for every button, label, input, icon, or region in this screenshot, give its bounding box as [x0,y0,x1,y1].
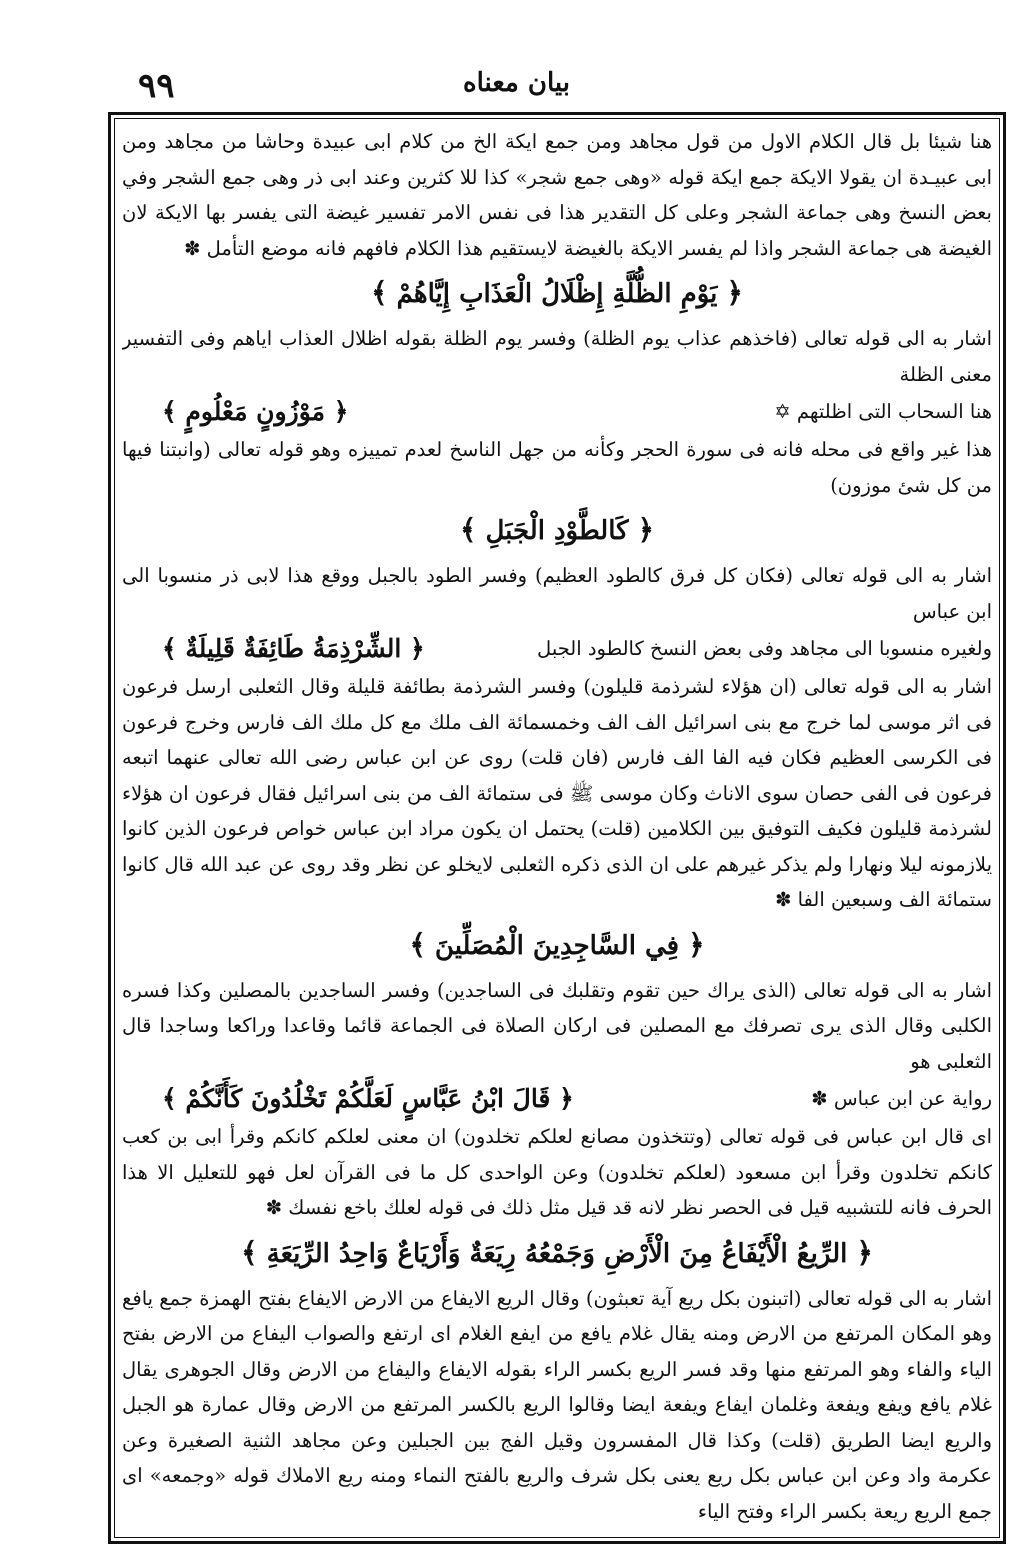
paragraph-4-tail: ولغيره منسوبا الى مجاهد وفى بعض النسخ كالطود الجبل [537,637,992,660]
paragraph-1: هنا شيئا بل قال الكلام الاول من قول مجاهد ومن جمع ايكة الخ من كلام ابى عبيدة وحاشا من مجاهد ومن ابى عبيـدة ان يقولا الايكة جمع ايكة قوله «وهى جمع شجر» كذا للا كثرين وعند ابى ذر وهى جمع الشجر وفي بعض النسخ وهى جماعة الشجر وعلى كل التقدير هذا فى نفس الامر تفسير غيضة التى يفسر بها الايكة لان الغيضة هى جماعة الشجر واذا لم يفسر الايكة بالغيضة لايستقيم هذا الكلام فافهم فانه موضع التأمل ✽ [122,130,992,260]
paragraph-7: اى قال ابن عباس فى قوله تعالى (وتتخذون مصانع لعلكم تخلدون) ان معنى لعلكم كانكم وقرأ ابى بن كعب كانكم تخلدون وقرأ ابن مسعود (لعلكم تخلدون) وعن الواحدى كل ما فى القرآن لعل فهو للتعليل الا هذا الحرف فانه للتشبيه قيل فى الحصر نظر لانه قد قيل مثل ذلك فى قوله لعلك باخع نفسك ✽ [122,1125,992,1219]
paragraph-4: اشار به الى قوله تعالى (فكان كل فرق كالطود العظيم) وفسر الطود بالجبل ووقع هذا لابى ذر منسوبا الى ابن عباس [122,564,992,623]
paragraph-2-tail: هنا السحاب التى اظلتهم ✡ [774,400,992,423]
heading-text: يَوْمِ الظُّلَّةِ إِظْلَالُ الْعَذَابِ إِيَّاهُمْ [396,279,718,309]
paragraph-2: اشار به الى قوله تعالى (فاخذهم عذاب يوم الظلة) وفسر يوم الظلة بقوله اظلال العذاب اياهم وفى التفسير معنى الظلة [122,327,992,386]
page-number: ٩٩ [138,66,175,106]
heading-text: قَالَ ابْنُ عَبَّاسٍ لَعَلَّكُمْ تَخْلُدُونَ كَأَنَّكُمْ [185,1084,551,1113]
heading-text: الشِّرْذِمَةُ طَائِفَةٌ قَلِيلَةٌ [185,634,402,663]
paragraph-2-tail-row [122,392,992,432]
heading-text: كَالطَّوْدِ الْجَبَلِ [485,516,629,546]
paragraph-5: اشار به الى قوله تعالى (ان هؤلاء لشرذمة قليلون) وفسر الشرذمة بطائفة قليلة وقال الثعلبى ارسل فرعون فى اثر موسى لما خرج مع بنى اسرائيل الف الف وخمسمائة الف ملك مع كل ملك الف فارس وخرج فرعون فى الكرسى العظيم فكان فيه الفا الف فارس (فان قلت) روى عن ابن عباس رضى الله تعالى عنهما اتبعه فرعون فى الفى حصان سوى الاناث وكان موسى ﷺ فى ستمائة الف من بنى اسرائيل فقال فرعون ان هؤلاء لشرذمة قليلون فكيف التوفيق بين الكلامين (قلت) يحتمل ان يكون مراد ابن عباس خواص فرعون الذين كانوا يلازمونه ليلا ونهارا ولم يذكر غيرهم على ان الذى ذكره الثعلبى لايخلو عن نظر وقد روى عن عبد الله قال كانوا ستمائة الف وسبعين الفا ✽ [122,675,992,911]
paragraph-4-tail-row [122,629,992,669]
heading-text: مَوْزُونٍ مَعْلُومٍ [185,397,325,426]
heading-mawzun: ﴿ مَوْزُونٍ مَعْلُومٍ ﴾ [162,397,349,426]
heading-al-shirdhima: ﴿ الشِّرْذِمَةُ طَائِفَةٌ قَلِيلَةٌ ﴾ [162,634,425,663]
heading-text: فِي السَّاجِدِينَ الْمُصَلِّينَ [434,930,680,961]
heading-al-sajidin: ﴿ فِي السَّاجِدِينَ الْمُصَلِّينَ ﴾ [409,927,705,961]
paragraph-6: اشار به الى قوله تعالى (الذى يراك حين تقوم وتقلبك فى الساجدين) وفسر الساجدين بالمصلين وكذا فسره الكلبى وقال الذى يرى تصرفك مع المصلين فى اركان الصلاة فى الجماعة قائما وقاعدا وراكعا وساجدا قال الثعلبى هو [122,978,992,1073]
paragraph-3: هذا غير واقع فى محله فانه فى سورة الحجر وكأنه من جهل الناسخ لعدم تمييزه وهو قوله تعالى (وانبتنا فيها من كل شئ موزون) [122,438,992,497]
text-body [122,124,992,1534]
heading-ibn-abbas: ﴿ قَالَ ابْنُ عَبَّاسٍ لَعَلَّكُمْ تَخْلُدُونَ كَأَنَّكُمْ ﴾ [162,1084,574,1113]
paragraph-8: اشار به الى قوله تعالى (اتبنون بكل ريع آية تعبثون) وقال الريع الايفاع من الارض الايفاع بفتح الهمزة جمع يافع وهو المكان المرتفع من الارض ومنه يقال غلام يافع من ايفع الغلام اى ارتفع والصواب اليفاع من الارض بفتح الياء والفاء وهو المرتفع منها وقد فسر الريع بكسر الراء بقوله الايفاع واليفاع من الارض وقال الجوهرى يقال غلام يافع ويفع ويفعة وغلمان ايفاع ويفعة ايضا وقالوا الريع بالكسر المرتفع من الارض وقال عمارة هو الجبل والريع ايضا الطريق (قلت) وكذا قال المفسرون وقيل الفج بين الجبلين وعن مجاهد الثنية الصغيرة وعن عكرمة واد وعن ابن عباس بكل ريع يعنى بكل شرف والريع بالفتح النماء ومنه ريع الاملاك قوله «وجمعه» اى جمع الريع ريعة بكسر الراء وفتح الياء [122,1286,992,1523]
heading-al-rii: ﴿ الرِّيعُ الْأَيْفَاعُ مِنَ الْأَرْضِ وَجَمْعُهُ رِيَعَةٌ وَأَرْيَاعٌ وَاحِدُ الرِّيَعَةِ ﴾ [241,1235,873,1269]
running-head: بيان معناه [462,68,570,98]
paragraph-6-tail: رواية عن ابن عباس ✽ [811,1087,992,1110]
heading-al-tawd: ﴿ كَالطَّوْدِ الْجَبَلِ ﴾ [459,513,654,546]
heading-text: الرِّيعُ الْأَيْفَاعُ مِنَ الْأَرْضِ وَجَمْعُهُ رِيَعَةٌ وَأَرْيَاعٌ وَاحِدُ الرِّيَعَةِ [266,1238,848,1269]
heading-yawm-al-zulla: ﴿ يَوْمِ الظُّلَّةِ إِظْلَالُ الْعَذَابِ إِيَّاهُمْ ﴾ [371,276,743,309]
paragraph-6-tail-row [122,1079,992,1119]
